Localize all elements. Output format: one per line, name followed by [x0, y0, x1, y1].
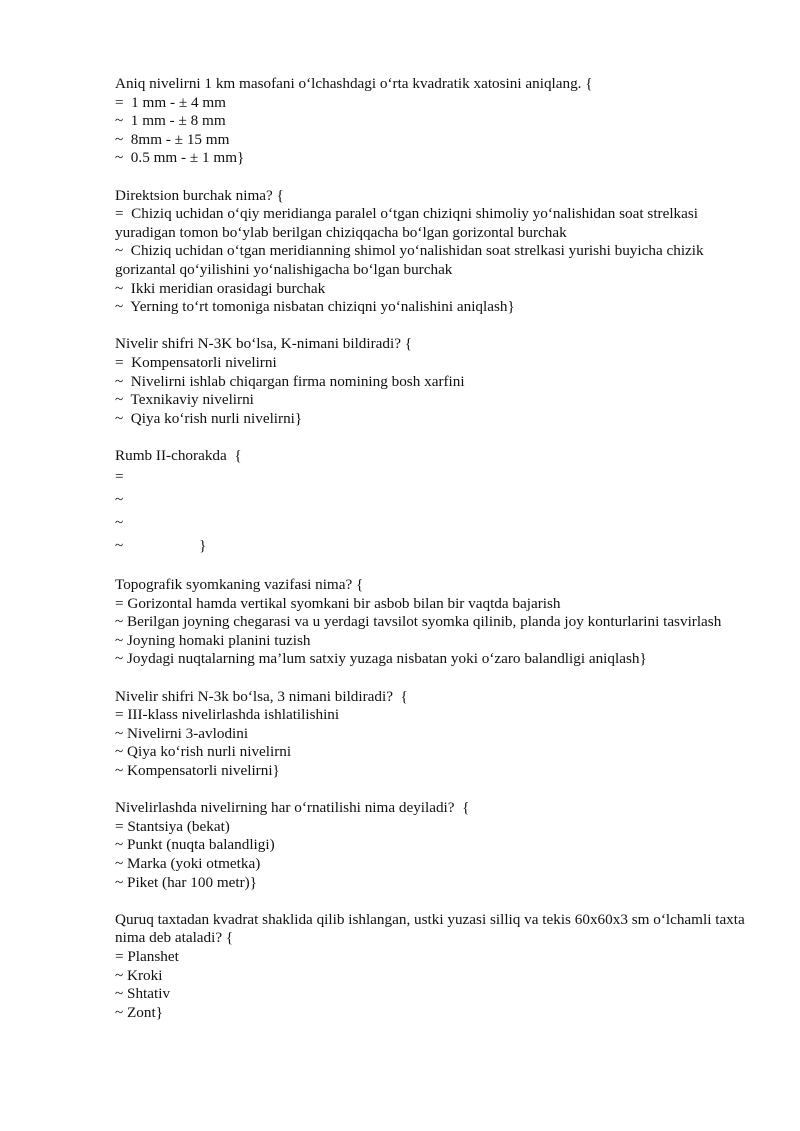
- question-text: Topografik syomkaning vazifasi nima? {: [115, 576, 364, 594]
- document-page: [115, 75, 755, 1022]
- question-block: [115, 335, 755, 428]
- question-block: [115, 187, 755, 317]
- answer-option: ~ Ikki meridian orasidagi burchak: [115, 279, 326, 297]
- answer-option: ~: [115, 514, 124, 532]
- answer-option: = III-klass nivelirlashda ishlatilishini: [115, 706, 340, 724]
- answer-option: ~ 1 mm - ± 8 mm: [115, 112, 226, 130]
- question-text: Direktsion burchak nima? {: [115, 186, 284, 204]
- question-gap: [115, 168, 755, 187]
- answer-option: ~ 0.5 mm - ± 1 mm}: [115, 149, 245, 167]
- question-block: [115, 688, 755, 781]
- question-block: [115, 911, 755, 1023]
- question-gap: [115, 892, 755, 911]
- answer-option: ~ Piket (har 100 metr)}: [115, 873, 258, 891]
- question-text: Nivelirlashda nivelirning har o‘rnatilishi nima deyiladi? {: [115, 799, 470, 817]
- answer-option: = Gorizontal hamda vertikal syomkani bir asbob bilan bir vaqtda bajarish: [115, 594, 561, 612]
- question-gap: [115, 781, 755, 800]
- question-block: [115, 75, 755, 168]
- answer-option: ~ Berilgan joyning chegarasi va u yerdagi tavsilot syomka qilinib, planda joy konturlarini tasvirlash: [115, 613, 722, 631]
- question-gap: [115, 317, 755, 336]
- answer-option: ~ Qiya ko‘rish nurli nivelirni: [115, 743, 292, 761]
- answer-option: ~ }: [115, 537, 207, 555]
- answer-option: ~ Zont}: [115, 1003, 163, 1021]
- answer-option: = 1 mm - ± 4 mm: [115, 93, 226, 111]
- question-text: Nivelir shifri N-3K bo‘lsa, K-nimani bildiradi? {: [115, 335, 413, 353]
- answer-option: ~ Qiya ko‘rish nurli nivelirni}: [115, 409, 303, 427]
- answer-option: ~ Joyning homaki planini tuzish: [115, 631, 311, 649]
- answer-option: ~ Marka (yoki otmetka): [115, 854, 261, 872]
- answer-option: ~ Kompensatorli nivelirni}: [115, 762, 280, 779]
- answer-option: ~ Chiziq uchidan o‘tgan meridianning shimol yo‘nalishidan soat strelkasi yurishi buyicha chizik gorizantal qo‘yilishini yo‘nalishigacha bo‘lgan burchak: [115, 242, 708, 278]
- question-text: Quruq taxtadan kvadrat shaklida qilib ishlangan, ustki yuzasi silliq va tekis 60x60x3 sm o‘lchamli taxta nima deb ataladi? {: [115, 910, 749, 947]
- answer-option: ~ Texnikaviy nivelirni: [115, 391, 254, 409]
- question-block: [115, 447, 755, 558]
- question-block: [115, 799, 755, 892]
- answer-option: ~ Nivelirni ishlab chiqargan firma nomining bosh xarfini: [115, 372, 465, 390]
- question-gap: [115, 557, 755, 576]
- answer-option: ~ Yerning to‘rt tomoniga nisbatan chiziqni yo‘nalishini aniqlash}: [115, 298, 515, 316]
- question-text: Aniq nivelirni 1 km masofani o‘lchashdagi o‘rta kvadratik xatosini aniqlang. {: [115, 75, 593, 92]
- question-gap: [115, 669, 755, 688]
- answer-option: ~ 8mm - ± 15 mm: [115, 130, 230, 148]
- answer-option: ~ Joydagi nuqtalarning ma’lum satxiy yuzaga nisbatan yoki o‘zaro balandligi aniqlash}: [115, 650, 647, 668]
- answer-option: = Chiziq uchidan o‘qiy meridianga paralel o‘tgan chiziqni shimoliy yo‘nalishidan soat strelkasi yuradigan tomon bo‘ylab berilgan chiziqqacha bo‘lgan gorizontal burchak: [115, 205, 702, 241]
- answer-option: = Planshet: [115, 947, 179, 965]
- question-block: [115, 576, 755, 669]
- answer-option: ~ Punkt (nuqta balandligi): [115, 836, 275, 854]
- question-text: Rumb II-chorakda {: [115, 446, 242, 464]
- answer-option: = Stantsiya (bekat): [115, 817, 230, 835]
- answer-option: ~: [115, 491, 124, 509]
- question-text: Nivelir shifri N-3k bo‘lsa, 3 nimani bildiradi? {: [115, 687, 408, 705]
- answer-option: =: [115, 468, 124, 486]
- answer-option: ~ Shtativ: [115, 985, 171, 1003]
- question-gap: [115, 428, 755, 447]
- answer-option: ~ Kroki: [115, 966, 163, 984]
- answer-option: = Kompensatorli nivelirni: [115, 353, 277, 371]
- answer-option: ~ Nivelirni 3-avlodini: [115, 724, 249, 742]
